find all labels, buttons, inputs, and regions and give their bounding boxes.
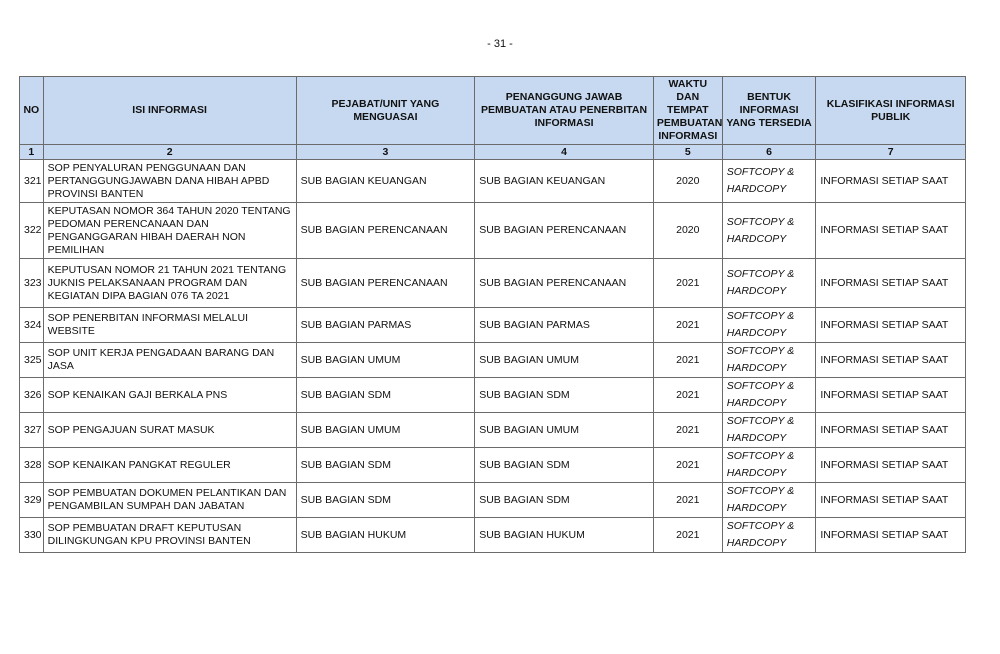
bentuk-informasi-cell: SOFTCOPY & HARDCOPY xyxy=(722,343,816,378)
row-number: 330 xyxy=(20,518,44,553)
isi-informasi-cell: SOP PENERBITAN INFORMASI MELALUI WEBSITE xyxy=(43,308,296,343)
bentuk-informasi-cell: SOFTCOPY & HARDCOPY xyxy=(722,160,816,203)
header-isi-informasi: ISI INFORMASI xyxy=(43,77,296,145)
waktu-cell: 2021 xyxy=(653,413,722,448)
klasifikasi-cell: INFORMASI SETIAP SAAT xyxy=(816,203,966,259)
waktu-cell: 2021 xyxy=(653,518,722,553)
klasifikasi-cell: INFORMASI SETIAP SAAT xyxy=(816,160,966,203)
penanggung-jawab-cell: SUB BAGIAN SDM xyxy=(475,448,654,483)
information-table xyxy=(19,76,966,553)
klasifikasi-cell: INFORMASI SETIAP SAAT xyxy=(816,413,966,448)
pejabat-cell: SUB BAGIAN SDM xyxy=(296,378,475,413)
penanggung-jawab-cell: SUB BAGIAN SDM xyxy=(475,378,654,413)
table-row xyxy=(20,308,966,343)
waktu-cell: 2021 xyxy=(653,343,722,378)
header-bentuk: BENTUK INFORMASI YANG TERSEDIA xyxy=(722,77,816,145)
isi-informasi-cell: SOP PENGAJUAN SURAT MASUK xyxy=(43,413,296,448)
table-row xyxy=(20,448,966,483)
penanggung-jawab-cell: SUB BAGIAN PARMAS xyxy=(475,308,654,343)
waktu-cell: 2020 xyxy=(653,203,722,259)
bentuk-informasi-cell: SOFTCOPY & HARDCOPY xyxy=(722,203,816,259)
header-no: NO xyxy=(20,77,44,145)
pejabat-cell: SUB BAGIAN HUKUM xyxy=(296,518,475,553)
isi-informasi-cell: KEPUTUSAN NOMOR 21 TAHUN 2021 TENTANG JUKNIS PELAKSANAAN PROGRAM DAN KEGIATAN DIPA BAGIAN 076 TA 2021 xyxy=(43,259,296,308)
header-klasifikasi: KLASIFIKASI INFORMASI PUBLIK xyxy=(816,77,966,145)
table-row xyxy=(20,518,966,553)
klasifikasi-cell: INFORMASI SETIAP SAAT xyxy=(816,378,966,413)
pejabat-cell: SUB BAGIAN SDM xyxy=(296,483,475,518)
pejabat-cell: SUB BAGIAN UMUM xyxy=(296,343,475,378)
table-row xyxy=(20,203,966,259)
bentuk-informasi-cell: SOFTCOPY & HARDCOPY xyxy=(722,483,816,518)
bentuk-informasi-cell: SOFTCOPY & HARDCOPY xyxy=(722,448,816,483)
waktu-cell: 2021 xyxy=(653,483,722,518)
column-number: 3 xyxy=(296,145,475,160)
column-number: 5 xyxy=(653,145,722,160)
waktu-cell: 2020 xyxy=(653,160,722,203)
klasifikasi-cell: INFORMASI SETIAP SAAT xyxy=(816,259,966,308)
isi-informasi-cell: KEPUTASAN NOMOR 364 TAHUN 2020 TENTANG PEDOMAN PERENCANAAN DAN PENGANGGARAN HIBAH DAERAH NON PEMILIHAN xyxy=(43,203,296,259)
penanggung-jawab-cell: SUB BAGIAN UMUM xyxy=(475,343,654,378)
pejabat-cell: SUB BAGIAN UMUM xyxy=(296,413,475,448)
table-row xyxy=(20,259,966,308)
header-waktu: WAKTU DAN TEMPAT PEMBUATAN INFORMASI xyxy=(653,77,722,145)
row-number: 327 xyxy=(20,413,44,448)
bentuk-informasi-cell: SOFTCOPY & HARDCOPY xyxy=(722,518,816,553)
isi-informasi-cell: SOP PEMBUATAN DRAFT KEPUTUSAN DILINGKUNGAN KPU PROVINSI BANTEN xyxy=(43,518,296,553)
row-number: 328 xyxy=(20,448,44,483)
klasifikasi-cell: INFORMASI SETIAP SAAT xyxy=(816,308,966,343)
waktu-cell: 2021 xyxy=(653,448,722,483)
klasifikasi-cell: INFORMASI SETIAP SAAT xyxy=(816,448,966,483)
column-number-row xyxy=(20,145,966,160)
column-number: 7 xyxy=(816,145,966,160)
isi-informasi-cell: SOP PENYALURAN PENGGUNAAN DAN PERTANGGUNGJAWABN DANA HIBAH APBD PROVINSI BANTEN xyxy=(43,160,296,203)
isi-informasi-cell: SOP KENAIKAN GAJI BERKALA PNS xyxy=(43,378,296,413)
pejabat-cell: SUB BAGIAN KEUANGAN xyxy=(296,160,475,203)
klasifikasi-cell: INFORMASI SETIAP SAAT xyxy=(816,343,966,378)
bentuk-informasi-cell: SOFTCOPY & HARDCOPY xyxy=(722,308,816,343)
penanggung-jawab-cell: SUB BAGIAN UMUM xyxy=(475,413,654,448)
row-number: 325 xyxy=(20,343,44,378)
pejabat-cell: SUB BAGIAN PERENCANAAN xyxy=(296,203,475,259)
row-number: 326 xyxy=(20,378,44,413)
pejabat-cell: SUB BAGIAN PERENCANAAN xyxy=(296,259,475,308)
waktu-cell: 2021 xyxy=(653,308,722,343)
row-number: 323 xyxy=(20,259,44,308)
table-row xyxy=(20,343,966,378)
klasifikasi-cell: INFORMASI SETIAP SAAT xyxy=(816,483,966,518)
column-number: 2 xyxy=(43,145,296,160)
isi-informasi-cell: SOP PEMBUATAN DOKUMEN PELANTIKAN DAN PENGAMBILAN SUMPAH DAN JABATAN xyxy=(43,483,296,518)
waktu-cell: 2021 xyxy=(653,378,722,413)
header-pejabat: PEJABAT/UNIT YANG MENGUASAI xyxy=(296,77,475,145)
row-number: 324 xyxy=(20,308,44,343)
isi-informasi-cell: SOP KENAIKAN PANGKAT REGULER xyxy=(43,448,296,483)
bentuk-informasi-cell: SOFTCOPY & HARDCOPY xyxy=(722,259,816,308)
penanggung-jawab-cell: SUB BAGIAN SDM xyxy=(475,483,654,518)
pejabat-cell: SUB BAGIAN PARMAS xyxy=(296,308,475,343)
header-row xyxy=(20,77,966,145)
page-number: - 31 - xyxy=(487,38,513,50)
column-number: 1 xyxy=(20,145,44,160)
column-number: 6 xyxy=(722,145,816,160)
column-number: 4 xyxy=(475,145,654,160)
bentuk-informasi-cell: SOFTCOPY & HARDCOPY xyxy=(722,378,816,413)
waktu-cell: 2021 xyxy=(653,259,722,308)
row-number: 322 xyxy=(20,203,44,259)
penanggung-jawab-cell: SUB BAGIAN PERENCANAAN xyxy=(475,259,654,308)
penanggung-jawab-cell: SUB BAGIAN HUKUM xyxy=(475,518,654,553)
penanggung-jawab-cell: SUB BAGIAN KEUANGAN xyxy=(475,160,654,203)
row-number: 321 xyxy=(20,160,44,203)
header-penanggung-jawab: PENANGGUNG JAWAB PEMBUATAN ATAU PENERBITAN INFORMASI xyxy=(475,77,654,145)
table-row xyxy=(20,160,966,203)
row-number: 329 xyxy=(20,483,44,518)
isi-informasi-cell: SOP UNIT KERJA PENGADAAN BARANG DAN JASA xyxy=(43,343,296,378)
penanggung-jawab-cell: SUB BAGIAN PERENCANAAN xyxy=(475,203,654,259)
table-row xyxy=(20,483,966,518)
table-row xyxy=(20,413,966,448)
pejabat-cell: SUB BAGIAN SDM xyxy=(296,448,475,483)
table-row xyxy=(20,378,966,413)
klasifikasi-cell: INFORMASI SETIAP SAAT xyxy=(816,518,966,553)
bentuk-informasi-cell: SOFTCOPY & HARDCOPY xyxy=(722,413,816,448)
